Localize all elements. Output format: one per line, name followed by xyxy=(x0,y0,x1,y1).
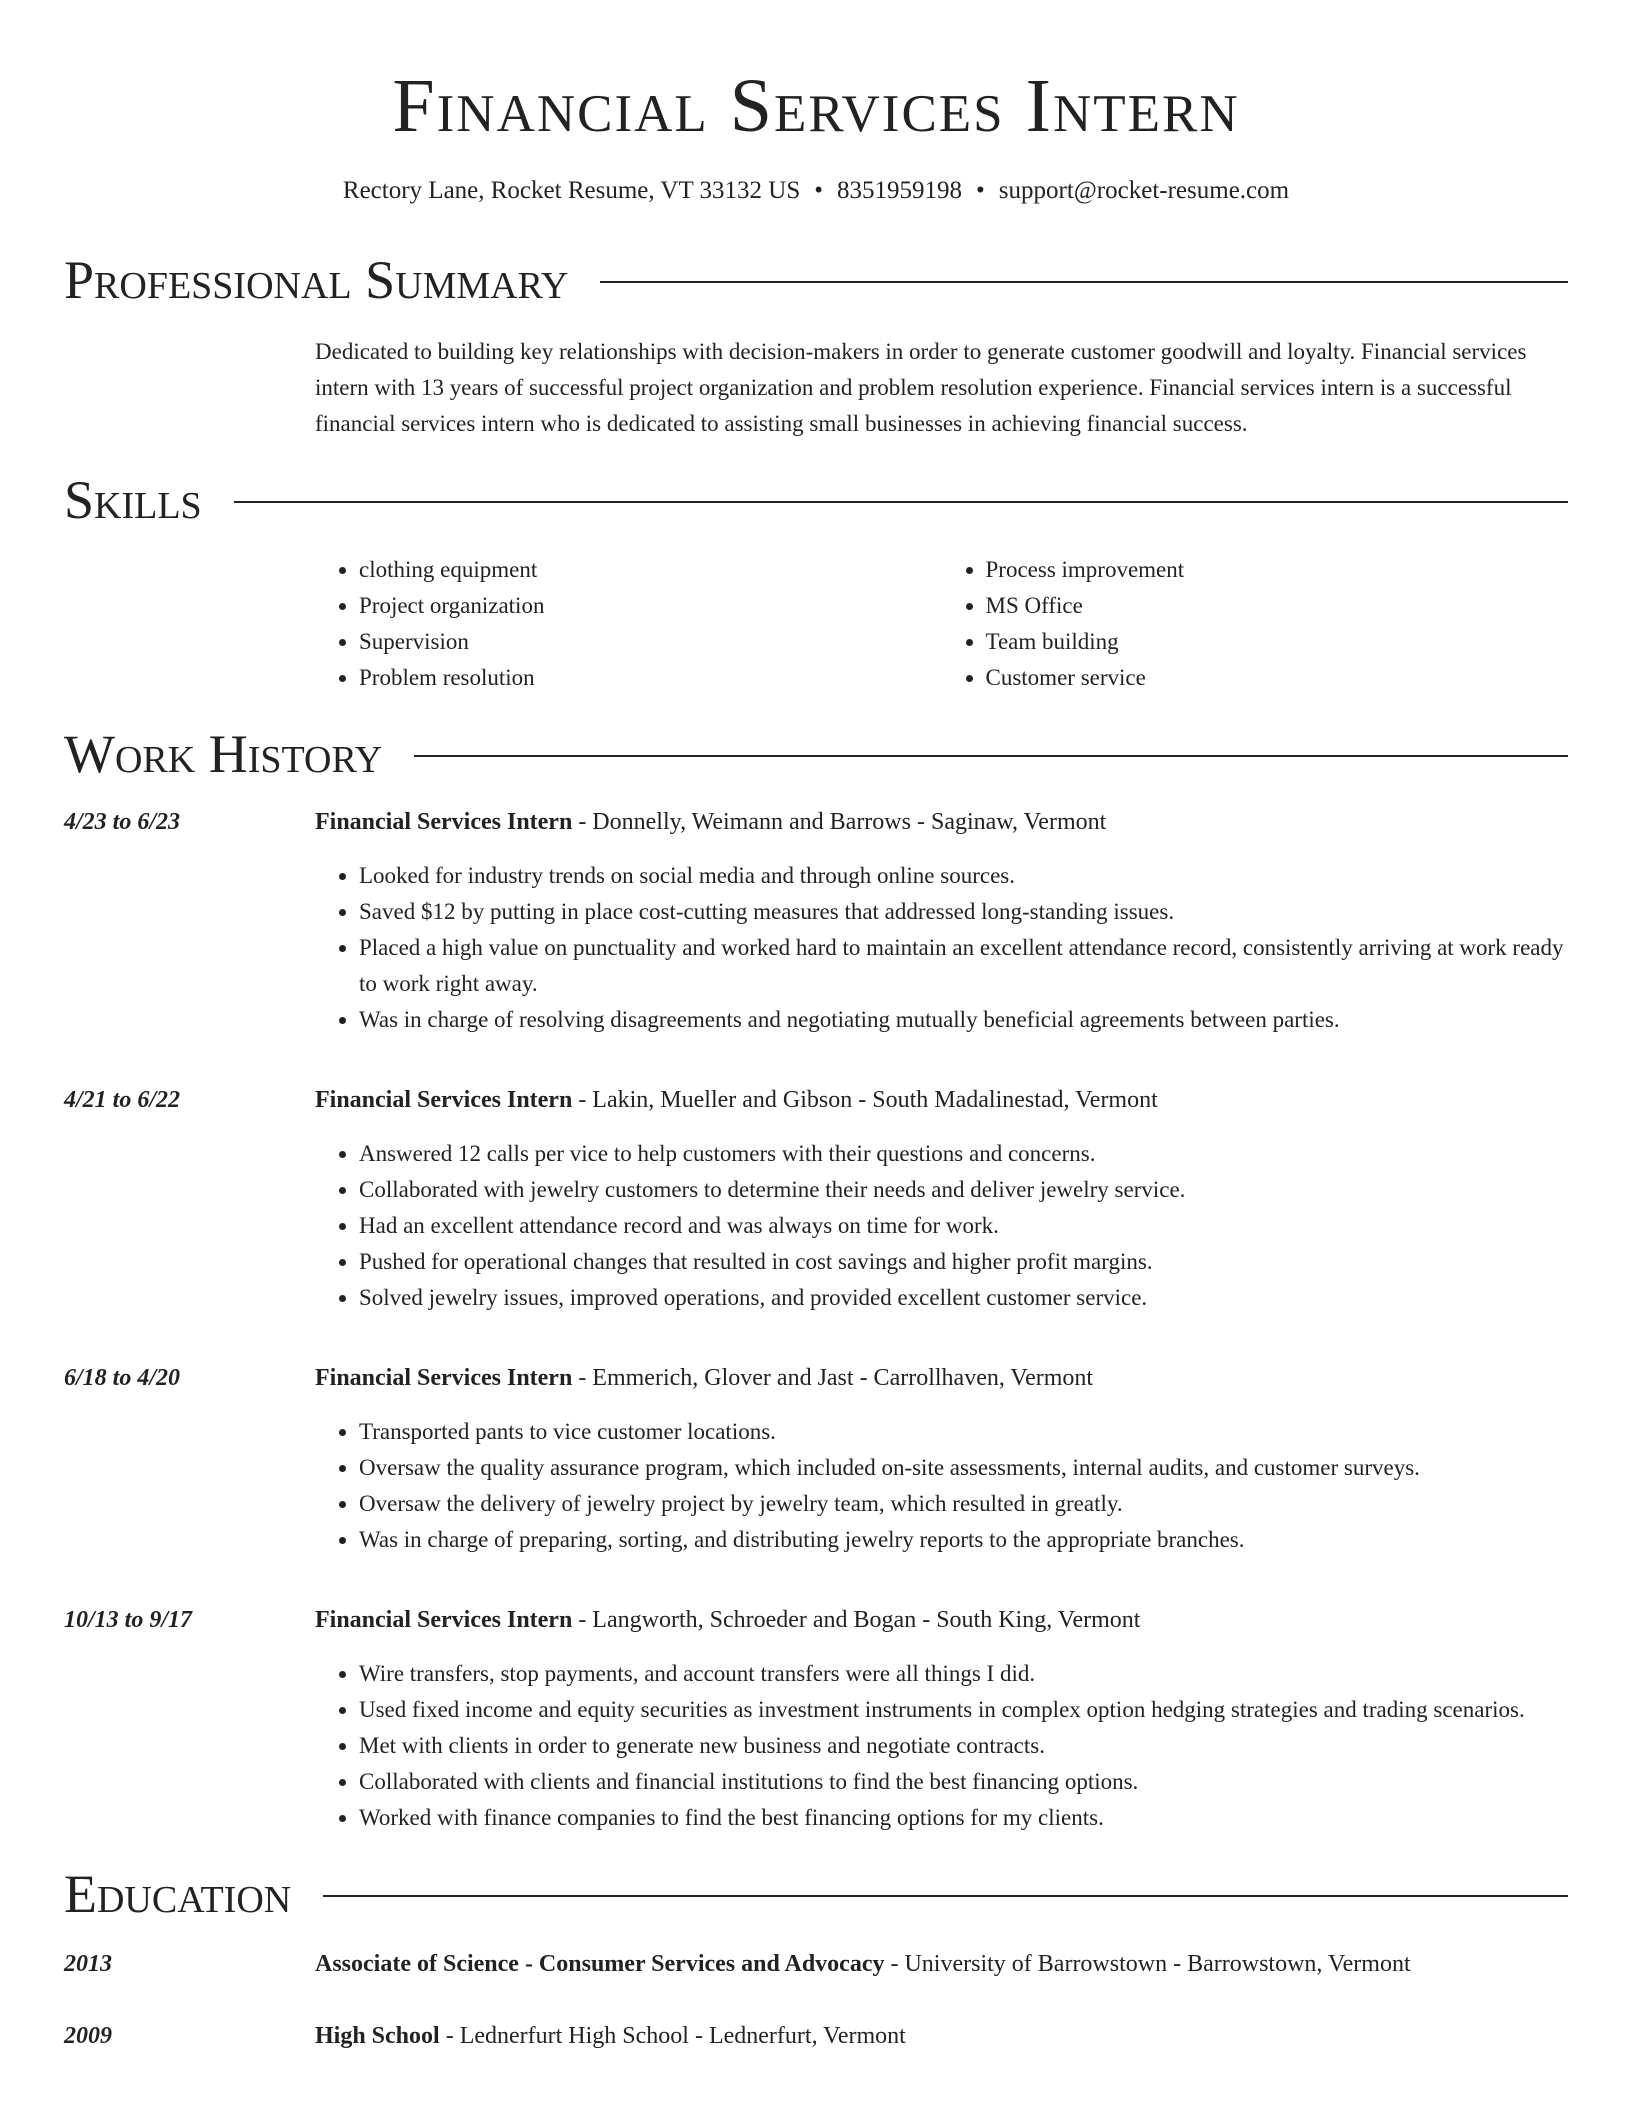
job-bullets xyxy=(315,1136,1568,1316)
job-bullet: • Oversaw the quality assurance program, which included on-site assessments, internal audits, and customer surveys. xyxy=(359,1450,1568,1486)
skills-list-left xyxy=(315,552,942,696)
education-entry xyxy=(64,1946,1568,1982)
job-title-line xyxy=(315,1602,1568,1638)
skill-item: • Supervision xyxy=(359,624,942,660)
job-bullet: • Used fixed income and equity securities as investment instruments in complex option hedging strategies and trading scenarios. xyxy=(359,1692,1568,1728)
job-bullet: • Collaborated with clients and financial institutions to find the best financing options. xyxy=(359,1764,1568,1800)
skills-grid xyxy=(315,552,1568,696)
contact-email: support@rocket-resume.com xyxy=(998,177,1290,204)
section-header xyxy=(64,724,1568,784)
section-header xyxy=(64,250,1568,310)
job-bullet: • Saved $12 by putting in place cost-cutting measures that addressed long-standing issues. xyxy=(359,894,1568,930)
skill-item: • Project organization xyxy=(359,588,942,624)
section-header xyxy=(64,470,1568,530)
education-details: - University of Barrowstown - Barrowstown, Vermont xyxy=(884,1951,1411,1977)
skill-item: • Customer service xyxy=(986,660,1569,696)
job-details: - Lakin, Mueller and Gibson - South Madalinestad, Vermont xyxy=(572,1087,1158,1113)
education-section xyxy=(64,1864,1568,2054)
job-bullet: • Pushed for operational changes that resulted in cost savings and higher profit margins. xyxy=(359,1244,1568,1280)
section-divider xyxy=(323,1895,1568,1897)
education-details: - Lednerfurt High School - Lednerfurt, Vermont xyxy=(439,2023,906,2049)
job-bullet: • Collaborated with jewelry customers to determine their needs and deliver jewelry service. xyxy=(359,1172,1568,1208)
job-bullet: • Solved jewelry issues, improved operations, and provided excellent customer service. xyxy=(359,1280,1568,1316)
skill-item: • MS Office xyxy=(986,588,1569,624)
job-bullet: • Wire transfers, stop payments, and account transfers were all things I did. xyxy=(359,1656,1568,1692)
section-title-education: Education xyxy=(64,1864,292,1924)
job-role: Financial Services Intern xyxy=(315,1087,573,1113)
contact-phone: 8351959198 xyxy=(837,177,963,204)
job-body xyxy=(315,1360,1568,1582)
job-role: Financial Services Intern xyxy=(315,809,573,835)
section-header xyxy=(64,1864,1568,1924)
education-degree: Associate of Science - Consumer Services and Advocacy xyxy=(315,1951,885,1977)
job-bullet: • Was in charge of preparing, sorting, and distributing jewelry reports to the appropriate branches. xyxy=(359,1522,1568,1558)
job-bullet: • Was in charge of resolving disagreements and negotiating mutually beneficial agreements between parties. xyxy=(359,1002,1568,1038)
job-body xyxy=(315,1082,1568,1340)
job-role: Financial Services Intern xyxy=(315,1607,573,1633)
education-degree: High School xyxy=(315,2023,440,2049)
contact-line xyxy=(64,176,1568,206)
job-body xyxy=(315,1602,1568,1860)
education-date: 2013 xyxy=(64,1951,112,1977)
section-divider xyxy=(600,281,1568,283)
job-date: 4/21 to 6/22 xyxy=(64,1087,181,1113)
skill-item: • Team building xyxy=(986,624,1569,660)
contact-address: Rectory Lane, Rocket Resume, VT 33132 US xyxy=(342,177,801,204)
job-bullet: • Oversaw the delivery of jewelry project by jewelry team, which resulted in greatly. xyxy=(359,1486,1568,1522)
job-bullet: • Worked with finance companies to find the best financing options for my clients. xyxy=(359,1800,1568,1836)
skill-item: • Process improvement xyxy=(986,552,1569,588)
section-title-work-history: Work History xyxy=(64,724,383,784)
job-entry xyxy=(64,1360,1568,1582)
skill-item: • clothing equipment xyxy=(359,552,942,588)
section-divider xyxy=(414,755,1568,757)
section-title-skills: Skills xyxy=(64,470,202,530)
job-entry xyxy=(64,804,1568,1062)
education-entry xyxy=(64,2018,1568,2054)
job-date: 4/23 to 6/23 xyxy=(64,809,181,835)
job-role: Financial Services Intern xyxy=(315,1365,573,1391)
skills-section xyxy=(64,470,1568,696)
job-date: 10/13 to 9/17 xyxy=(64,1607,193,1633)
job-bullet: • Looked for industry trends on social media and through online sources. xyxy=(359,858,1568,894)
job-bullets xyxy=(315,1414,1568,1558)
resume-name: Financial Services Intern xyxy=(392,64,1240,148)
contact-separator: • xyxy=(814,177,824,204)
job-bullet: • Met with clients in order to generate new business and negotiate contracts. xyxy=(359,1728,1568,1764)
skills-list-right xyxy=(942,552,1569,696)
job-entry xyxy=(64,1082,1568,1340)
job-title-line xyxy=(315,804,1568,840)
job-bullet: • Had an excellent attendance record and was always on time for work. xyxy=(359,1208,1568,1244)
job-details: - Donnelly, Weimann and Barrows - Saginaw, Vermont xyxy=(572,809,1107,835)
job-bullet: • Placed a high value on punctuality and worked hard to maintain an excellent attendance record, consistently arriving at work ready to work right away. xyxy=(359,930,1568,1002)
job-title-line xyxy=(315,1360,1568,1396)
education-title-line xyxy=(315,2018,906,2054)
education-title-line xyxy=(315,1946,1411,1982)
summary-section xyxy=(64,250,1568,442)
job-date: 6/18 to 4/20 xyxy=(64,1365,181,1391)
section-divider xyxy=(234,501,1568,503)
job-bullets xyxy=(315,858,1568,1038)
job-body xyxy=(315,804,1568,1062)
summary-text: Dedicated to building key relationships with decision-makers in order to generate customer goodwill and loyalty. Financial services intern with 13 years of successful project organization and problem resolution experience. Financial services intern is a successful financial services intern who is dedicated to assisting small businesses in achieving financial success. xyxy=(315,339,1527,436)
job-bullets xyxy=(315,1656,1568,1836)
section-title-summary: Professional Summary xyxy=(64,250,569,310)
job-title-line xyxy=(315,1082,1568,1118)
job-details: - Emmerich, Glover and Jast - Carrollhaven, Vermont xyxy=(572,1365,1094,1391)
job-bullet: • Answered 12 calls per vice to help customers with their questions and concerns. xyxy=(359,1136,1568,1172)
skill-item: • Problem resolution xyxy=(359,660,942,696)
contact-separator: • xyxy=(976,177,985,204)
job-entry xyxy=(64,1602,1568,1860)
job-bullet: • Transported pants to vice customer locations. xyxy=(359,1414,1568,1450)
job-details: - Langworth, Schroeder and Bogan - South King, Vermont xyxy=(572,1607,1141,1633)
education-date: 2009 xyxy=(64,2023,112,2049)
work-history-section xyxy=(64,724,1568,1860)
